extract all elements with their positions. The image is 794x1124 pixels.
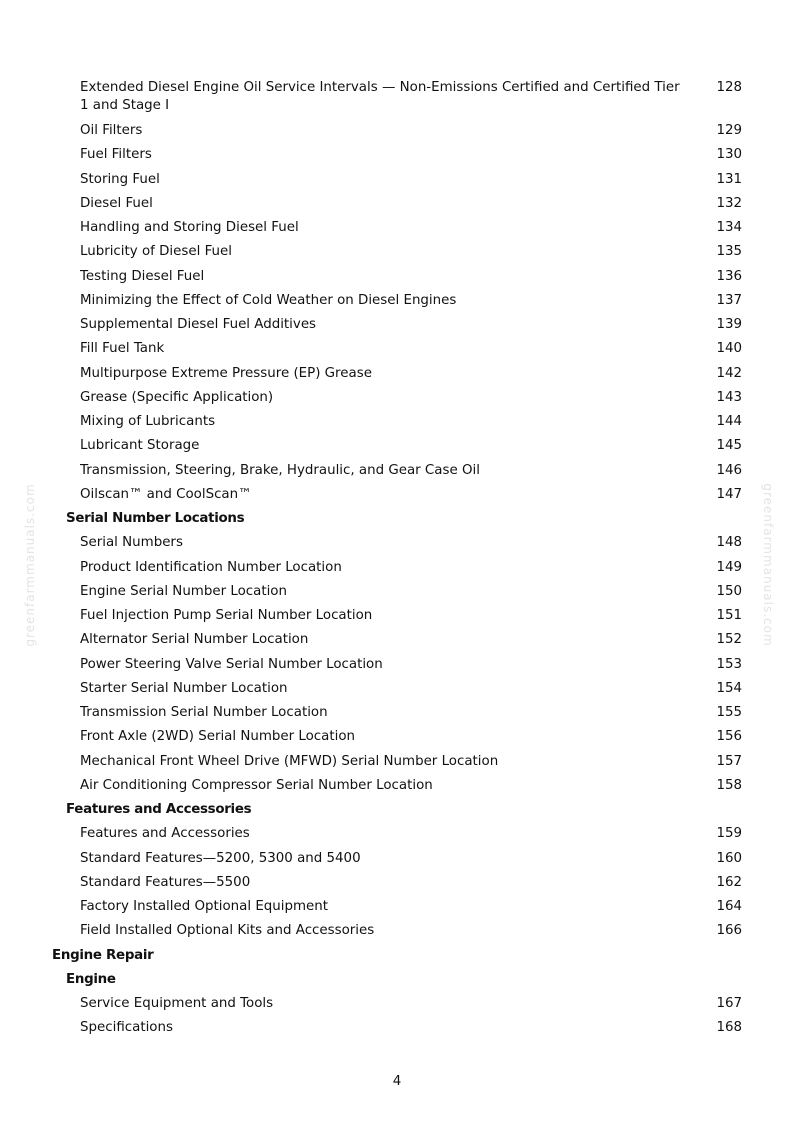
toc-entry-page-number: 155: [716, 705, 742, 720]
toc-entry-page-number: 139: [716, 317, 742, 332]
toc-entry-title: Product Identification Number Location: [80, 559, 342, 575]
toc-entry-page-number: 151: [716, 608, 742, 623]
toc-entry-title: Starter Serial Number Location: [80, 680, 288, 696]
toc-entry-title: Supplemental Diesel Fuel Additives: [80, 317, 317, 332]
toc-entry-title: Oilscan™ and CoolScan™: [80, 486, 252, 502]
toc-entry-page-number: 166: [716, 923, 742, 939]
toc-entry-title: Fill Fuel Tank: [80, 341, 165, 357]
toc-entry[interactable]: [0, 728, 794, 752]
toc-entry-title: Transmission, Steering, Brake, Hydraulic, and Gear Case Oil: [80, 462, 480, 478]
toc-entry-page-number: 140: [716, 341, 742, 357]
toc-entry-title: Oil Filters: [80, 123, 143, 138]
toc-entry-page-number: 147: [716, 486, 742, 502]
toc-entry[interactable]: [0, 656, 794, 680]
toc-entry[interactable]: [0, 462, 794, 486]
toc-entry-page-number: 150: [716, 583, 742, 599]
toc-entry[interactable]: [0, 413, 794, 437]
toc-entry-title: Fuel Injection Pump Serial Number Location: [80, 608, 373, 623]
toc-entry-page-number: 146: [716, 462, 742, 478]
toc-entry-title: Multipurpose Extreme Pressure (EP) Grease: [80, 365, 372, 381]
toc-entry-page-number: 158: [716, 777, 742, 793]
toc-entry-page-number: 162: [716, 874, 742, 890]
toc-entry-page-number: 144: [716, 414, 742, 429]
toc-entry[interactable]: [0, 316, 794, 340]
toc-entry-page-number: 156: [716, 729, 742, 745]
toc-entry[interactable]: [0, 146, 794, 170]
toc-entry[interactable]: [0, 79, 794, 122]
toc-entry-title: Features and Accessories: [80, 826, 250, 842]
toc-entry[interactable]: [0, 171, 794, 195]
toc-entry-page-number: 145: [716, 438, 742, 454]
toc-entry-title: Testing Diesel Fuel: [80, 268, 205, 284]
toc-entry-page-number: 154: [716, 680, 742, 696]
toc-entry[interactable]: [0, 219, 794, 243]
toc-entry-title: Grease (Specific Application): [80, 389, 274, 405]
toc-entry-title: Minimizing the Effect of Cold Weather on Diesel Engines: [80, 292, 457, 308]
toc-entry-page-number: 135: [716, 244, 742, 260]
watermark-left: greenfarmmanuals.com: [23, 483, 37, 647]
toc-entry[interactable]: [0, 850, 794, 874]
toc-entry-title: Transmission Serial Number Location: [80, 705, 328, 720]
toc-entry-page-number: 130: [716, 147, 742, 163]
toc-entry-title: Front Axle (2WD) Serial Number Location: [80, 729, 356, 745]
toc-entry-title: Air Conditioning Compressor Serial Number Location: [80, 777, 433, 793]
toc-entry-page-number: 129: [716, 123, 742, 138]
table-of-contents: [0, 79, 794, 1044]
toc-entry-title: Power Steering Valve Serial Number Location: [80, 656, 383, 672]
toc-entry[interactable]: [0, 340, 794, 364]
toc-entry-page-number: 168: [716, 1020, 742, 1036]
watermark-right: greenfarmmanuals.com: [761, 483, 775, 647]
toc-section-heading[interactable]: [0, 801, 794, 825]
toc-entry-title: Serial Number Locations: [66, 511, 245, 526]
toc-entry-title: Standard Features—5200, 5300 and 5400: [80, 850, 361, 866]
toc-entry[interactable]: [0, 874, 794, 898]
toc-entry[interactable]: [0, 583, 794, 607]
toc-entry-title: Serial Numbers: [80, 535, 183, 551]
toc-entry[interactable]: [0, 704, 794, 728]
toc-entry-title: Factory Installed Optional Equipment: [80, 899, 329, 914]
toc-entry-title: Field Installed Optional Kits and Accessories: [80, 923, 375, 939]
toc-entry[interactable]: [0, 995, 794, 1019]
toc-entry-title: Mixing of Lubricants: [80, 414, 216, 429]
toc-entry[interactable]: [0, 268, 794, 292]
toc-entry-page-number: 164: [716, 899, 742, 914]
toc-entry-title: Engine Serial Number Location: [80, 583, 287, 599]
toc-entry[interactable]: [0, 753, 794, 777]
toc-entry[interactable]: [0, 122, 794, 146]
toc-entry[interactable]: [0, 365, 794, 389]
toc-entry-page-number: 148: [716, 535, 742, 551]
toc-entry[interactable]: [0, 437, 794, 461]
toc-section-heading[interactable]: [0, 510, 794, 534]
toc-entry-page-number: 128: [716, 80, 742, 95]
toc-entry-page-number: 149: [716, 559, 742, 575]
toc-entry[interactable]: [0, 195, 794, 219]
toc-entry-title: Handling and Storing Diesel Fuel: [80, 220, 299, 235]
toc-entry[interactable]: [0, 898, 794, 922]
toc-entry-title: Alternator Serial Number Location: [80, 632, 309, 648]
toc-entry-title: Fuel Filters: [80, 147, 152, 163]
toc-section-heading[interactable]: [0, 971, 794, 995]
toc-entry-page-number: 142: [716, 365, 742, 381]
toc-entry-page-number: 159: [716, 826, 742, 842]
toc-entry-page-number: 143: [716, 389, 742, 405]
toc-entry-page-number: 152: [716, 632, 742, 648]
toc-entry-title: Features and Accessories: [66, 802, 252, 817]
toc-entry-title: Diesel Fuel: [80, 195, 153, 211]
toc-entry-title: Engine: [66, 971, 116, 987]
page-number: 4: [392, 1074, 402, 1089]
toc-entry-title: Specifications: [80, 1020, 173, 1036]
toc-entry-page-number: 136: [716, 268, 742, 284]
toc-entry-page-number: 153: [716, 656, 742, 672]
toc-entry[interactable]: [0, 1019, 794, 1043]
toc-entry[interactable]: [0, 607, 794, 631]
toc-entry-title: Mechanical Front Wheel Drive (MFWD) Serial Number Location: [80, 753, 499, 769]
toc-entry[interactable]: [0, 243, 794, 267]
toc-entry[interactable]: [0, 922, 794, 946]
toc-entry[interactable]: [0, 631, 794, 655]
toc-entry-page-number: 137: [716, 292, 742, 308]
toc-entry-title: Extended Diesel Engine Oil Service Intervals — Non-Emissions Certified and Certified Tier 1 and Stage I: [80, 80, 680, 113]
toc-entry-title: Engine Repair: [52, 947, 154, 963]
toc-entry[interactable]: [0, 534, 794, 558]
toc-entry-title: Standard Features—5500: [80, 874, 251, 890]
toc-entry-page-number: 131: [716, 171, 742, 187]
toc-entry[interactable]: [0, 680, 794, 704]
toc-entry[interactable]: [0, 292, 794, 316]
toc-entry-title: Lubricant Storage: [80, 438, 200, 454]
toc-entry[interactable]: [0, 777, 794, 801]
toc-entry-title: Lubricity of Diesel Fuel: [80, 244, 232, 260]
toc-entry-page-number: 134: [716, 220, 742, 235]
toc-entry[interactable]: [0, 486, 794, 510]
toc-entry[interactable]: [0, 825, 794, 849]
toc-entry[interactable]: [0, 559, 794, 583]
toc-entry[interactable]: [0, 389, 794, 413]
toc-section-heading[interactable]: [0, 947, 794, 971]
toc-entry-page-number: 157: [716, 753, 742, 769]
toc-entry-page-number: 167: [716, 996, 742, 1011]
toc-entry-title: Storing Fuel: [80, 171, 160, 187]
toc-entry-title: Service Equipment and Tools: [80, 996, 274, 1011]
toc-entry-page-number: 132: [716, 195, 742, 211]
toc-entry-page-number: 160: [716, 850, 742, 866]
